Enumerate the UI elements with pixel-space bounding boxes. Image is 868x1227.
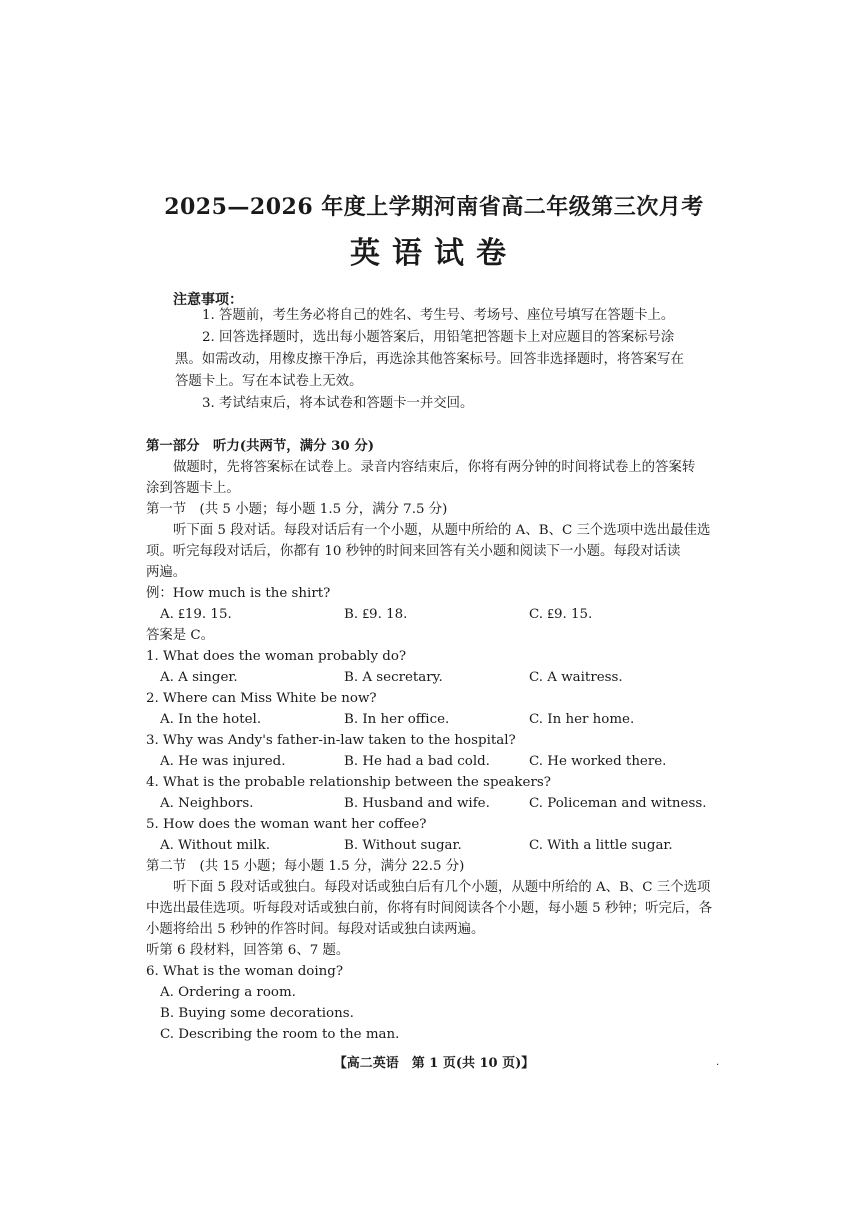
notice-line: 1. 答题前，考生务必将自己的姓名、考生号、考场号、座位号填写在答题卡上。 bbox=[202, 308, 675, 323]
question-4: 4. What is the probable relationship between the speakers? bbox=[146, 775, 551, 790]
exam-title: 2025—2026 年度上学期河南省高二年级第三次月考 bbox=[164, 194, 704, 220]
option-a: A. He was injured. bbox=[160, 754, 286, 769]
notice-line: 2. 回答选择题时，选出每小题答案后，用铅笔把答题卡上对应题目的答案标号涂 bbox=[202, 330, 675, 345]
option-b: B. A secretary. bbox=[344, 670, 443, 685]
example-question: 例：How much is the shirt? bbox=[146, 586, 331, 601]
page-footer: 【高二英语 第 1 页(共 10 页)】 bbox=[333, 1056, 535, 1071]
option-c: C. In her home. bbox=[529, 712, 635, 727]
section1-intro-line: 听下面 5 段对话。每段对话后有一个小题，从题中所给的 A、B、C 三个选项中选出最佳选 bbox=[173, 523, 711, 538]
option-b: B. He had a bad cold. bbox=[344, 754, 490, 769]
option-c: C. A waitress. bbox=[529, 670, 623, 685]
option-b: B. Husband and wife. bbox=[344, 796, 490, 811]
option-a: A. A singer. bbox=[160, 670, 238, 685]
example-option-a: A. ₤19. 15. bbox=[160, 607, 232, 622]
notice-heading: 注意事项： bbox=[173, 292, 243, 308]
question-5: 5. How does the woman want her coffee? bbox=[146, 817, 427, 832]
notice-line: 3. 考试结束后，将本试卷和答题卡一并交回。 bbox=[202, 396, 474, 411]
notice-line: 黑。如需改动，用橡皮擦干净后，再选涂其他答案标号。回答非选择题时，将答案写在 bbox=[175, 352, 684, 367]
option-c: C. Describing the room to the man. bbox=[160, 1027, 400, 1042]
section1-intro-line: 项。听完每段对话后，你都有 10 秒钟的时间来回答有关小题和阅读下一小题。每段对话读 bbox=[146, 544, 681, 559]
example-answer: 答案是 C。 bbox=[146, 628, 215, 643]
question-1: 1. What does the woman probably do? bbox=[146, 649, 407, 664]
part1-heading: 第一部分 听力(共两节，满分 30 分) bbox=[146, 438, 375, 454]
option-c: C. He worked there. bbox=[529, 754, 667, 769]
notice-line: 答题卡上。写在本试卷上无效。 bbox=[175, 374, 363, 389]
section1-heading: 第一节 (共 5 小题；每小题 1.5 分，满分 7.5 分) bbox=[146, 502, 448, 517]
question-2: 2. Where can Miss White be now? bbox=[146, 691, 377, 706]
option-b: B. Buying some decorations. bbox=[160, 1006, 354, 1021]
option-c: C. Policeman and witness. bbox=[529, 796, 707, 811]
material-instruction: 听第 6 段材料，回答第 6、7 题。 bbox=[146, 943, 350, 958]
section2-heading: 第二节 (共 15 小题；每小题 1.5 分，满分 22.5 分) bbox=[146, 859, 465, 874]
section2-intro-line: 听下面 5 段对话或独白。每段对话或独白后有几个小题，从题中所给的 A、B、C 三个选项 bbox=[173, 880, 711, 895]
question-6: 6. What is the woman doing? bbox=[146, 964, 344, 979]
section2-intro-line: 中选出最佳选项。听每段对话或独白前，你将有时间阅读各个小题，每小题 5 秒钟；听完后，各 bbox=[146, 901, 713, 916]
part1-intro-line: 涂到答题卡上。 bbox=[146, 481, 240, 496]
section2-intro-line: 小题将给出 5 秒钟的作答时间。每段对话或独白读两遍。 bbox=[146, 922, 485, 937]
option-b: B. Without sugar. bbox=[344, 838, 462, 853]
option-a: A. Ordering a room. bbox=[160, 985, 296, 1000]
page-mark: · bbox=[716, 1060, 720, 1071]
subject-title: 英语试卷 bbox=[350, 236, 518, 271]
option-a: A. Without milk. bbox=[160, 838, 270, 853]
example-option-b: B. ₤9. 18. bbox=[344, 607, 408, 622]
option-b: B. In her office. bbox=[344, 712, 450, 727]
option-c: C. With a little sugar. bbox=[529, 838, 673, 853]
section1-intro-line: 两遍。 bbox=[146, 565, 187, 580]
option-a: A. In the hotel. bbox=[160, 712, 262, 727]
part1-intro-line: 做题时，先将答案标在试卷上。录音内容结束后，你将有两分钟的时间将试卷上的答案转 bbox=[173, 460, 696, 475]
option-a: A. Neighbors. bbox=[160, 796, 254, 811]
question-3: 3. Why was Andy's father-in-law taken to the hospital? bbox=[146, 733, 516, 748]
example-option-c: C. ₤9. 15. bbox=[529, 607, 593, 622]
